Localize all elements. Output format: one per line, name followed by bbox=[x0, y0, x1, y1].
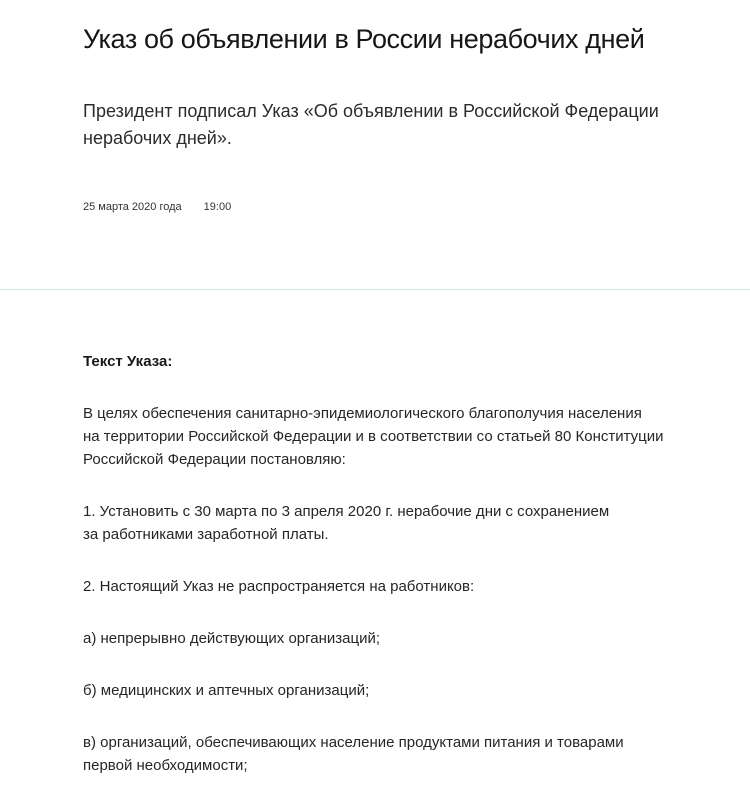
text-line: на территории Российской Федерации и в соответствии со статьей 80 Конституции bbox=[83, 428, 664, 445]
text-line: первой необходимости; bbox=[83, 757, 248, 774]
publication-time: 19:00 bbox=[203, 201, 232, 213]
decree-paragraph-preamble bbox=[83, 402, 713, 471]
decree-item-a bbox=[83, 627, 713, 650]
text-line: В целях обеспечения санитарно-эпидемиологического благополучия населения bbox=[83, 405, 642, 422]
publication-date: 25 марта 2020 года bbox=[83, 201, 182, 213]
text-line: а) непрерывно действующих организаций; bbox=[83, 630, 381, 647]
text-line: за работниками заработной платы. bbox=[83, 526, 329, 543]
lead-line: нерабочих дней». bbox=[83, 128, 232, 148]
text-line: б) медицинских и аптечных организаций; bbox=[83, 682, 370, 699]
lead-text bbox=[83, 98, 713, 152]
lead-line: Президент подписал Указ «Об объявлении в Российской Федерации bbox=[83, 101, 659, 121]
section-divider bbox=[0, 289, 750, 290]
text-line: в) организаций, обеспечивающих население продуктами питания и товарами bbox=[83, 734, 624, 751]
decree-text-label: Текст Указа: bbox=[83, 353, 173, 370]
decree-item-v bbox=[83, 731, 713, 777]
decree-text bbox=[83, 350, 713, 806]
article-header bbox=[0, 0, 750, 289]
text-line: Российской Федерации постановляю: bbox=[83, 451, 346, 468]
text-line: 1. Установить с 30 марта по 3 апреля 2020 г. нерабочие дни с сохранением bbox=[83, 503, 610, 520]
decree-paragraph-2 bbox=[83, 575, 713, 598]
publication-meta bbox=[83, 199, 231, 215]
decree-item-b bbox=[83, 679, 713, 702]
page-title: Указ об объявлении в России нерабочих дней bbox=[83, 24, 645, 54]
text-line: 2. Настоящий Указ не распространяется на работников: bbox=[83, 578, 475, 595]
decree-paragraph-1 bbox=[83, 500, 713, 546]
